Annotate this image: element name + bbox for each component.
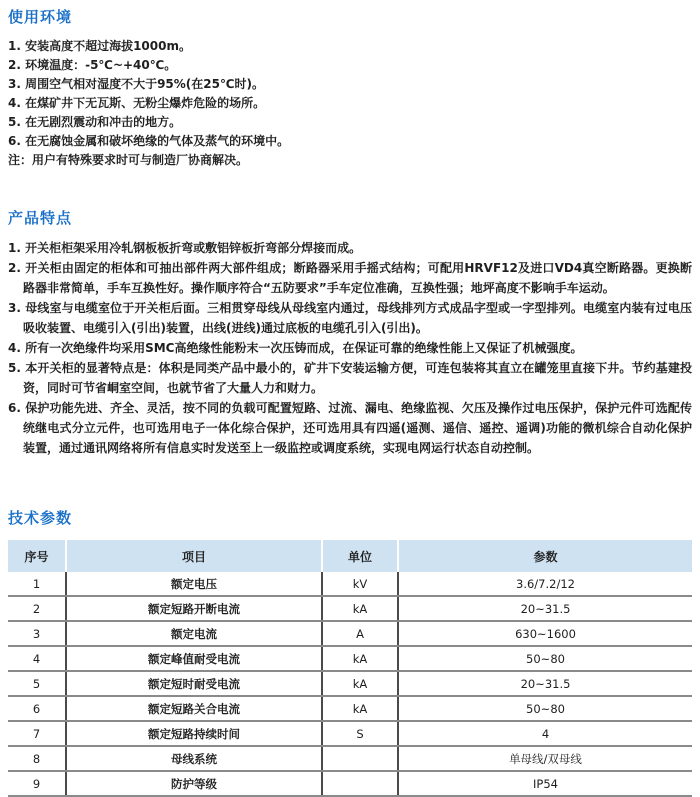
- cell-item-name: 母线系统: [66, 746, 322, 771]
- cell-parameter-value: 20~31.5: [398, 596, 692, 621]
- usage-list-item: 2. 环境温度：-5℃~+40℃。: [8, 58, 177, 72]
- cell-parameter-value: 630~1600: [398, 621, 692, 646]
- cell-unit: kA: [322, 696, 398, 721]
- cell-item-name: 额定电流: [66, 621, 322, 646]
- cell-item-name: 额定短路关合电流: [66, 696, 322, 721]
- table-row: [8, 671, 692, 696]
- table-header-cell: 序号: [8, 540, 66, 572]
- cell-parameter-value: IP54: [398, 771, 692, 796]
- cell-parameter-value: 50~80: [398, 646, 692, 671]
- cell-unit: A: [322, 621, 398, 646]
- usage-list-item: 注：用户有特殊要求时可与制造厂协商解决。: [8, 153, 249, 167]
- technical-parameters-table: [8, 540, 692, 797]
- cell-item-name: 额定短时耐受电流: [66, 671, 322, 696]
- cell-unit: kA: [322, 646, 398, 671]
- cell-sequence-number: 6: [8, 696, 66, 721]
- table-row: [8, 572, 692, 596]
- table-header-row: [8, 540, 692, 572]
- feature-list-item: 3. 母线室与电缆室位于开关柜后面。三相贯穿母线从母线室内通过，母线排列方式成品字型或一字型排列。电缆室内装有过电压吸收装置、电缆引入(引出)装置，出线(进线)通过底板的电缆孔引入(引出)。: [8, 301, 692, 335]
- usage-environment-list: [8, 37, 692, 170]
- cell-item-name: 额定短路持续时间: [66, 721, 322, 746]
- table-header-cell: 项目: [66, 540, 322, 572]
- feature-list-item: 6. 保护功能先进、齐全、灵活，按不同的负载可配置短路、过流、漏电、绝缘监视、欠压及操作过电压保护，保护元件可选配传统继电式分立元件，也可选用电子一体化综合保护，还可选用具有四遥(遥测、遥信、遥控、遥调)功能的微机综合自动化保护装置，通过通讯网络将所有信息实时发送至上一级监控或调度系统，实现电网运行状态自动控制。: [8, 401, 692, 455]
- cell-unit: kA: [322, 596, 398, 621]
- table-row: [8, 696, 692, 721]
- cell-item-name: 防护等级: [66, 771, 322, 796]
- feature-list-item: 2. 开关柜由固定的柜体和可抽出部件两大部件组成；断路器采用手摇式结构；可配用HRVF12及进口VD4真空断路器。更换断路器非常简单，手车互换性好。操作顺序符合“五防要求”手车定位准确，互换性强；地坪高度不影响手车运动。: [8, 261, 692, 295]
- usage-list-item: 3. 周围空气相对湿度不大于95%(在25℃时)。: [8, 77, 265, 91]
- cell-parameter-value: 4: [398, 721, 692, 746]
- cell-parameter-value: 3.6/7.2/12: [398, 572, 692, 596]
- cell-sequence-number: 5: [8, 671, 66, 696]
- table-body: [8, 572, 692, 796]
- cell-unit: [322, 771, 398, 796]
- cell-sequence-number: 4: [8, 646, 66, 671]
- table-row: [8, 746, 692, 771]
- cell-sequence-number: 7: [8, 721, 66, 746]
- cell-unit: kV: [322, 572, 398, 596]
- cell-parameter-value: 单母线/双母线: [398, 746, 692, 771]
- table-header-cell: 参数: [398, 540, 692, 572]
- product-features-list: [8, 238, 692, 458]
- cell-item-name: 额定峰值耐受电流: [66, 646, 322, 671]
- cell-parameter-value: 20~31.5: [398, 671, 692, 696]
- section-title-technical-parameters: 技术参数: [8, 509, 73, 527]
- table-row: [8, 771, 692, 796]
- table-row: [8, 646, 692, 671]
- section-title-usage-environment: 使用环境: [8, 8, 73, 26]
- table-row: [8, 596, 692, 621]
- cell-sequence-number: 1: [8, 572, 66, 596]
- feature-list-item: 4. 所有一次绝缘件均采用SMC高绝缘性能粉末一次压铸而成，在保证可靠的绝缘性能上又保证了机械强度。: [8, 341, 583, 355]
- usage-list-item: 5. 在无剧烈震动和冲击的地方。: [8, 115, 182, 129]
- cell-sequence-number: 9: [8, 771, 66, 796]
- usage-list-item: 4. 在煤矿井下无瓦斯、无粉尘爆炸危险的场所。: [8, 96, 266, 110]
- cell-parameter-value: 50~80: [398, 696, 692, 721]
- cell-sequence-number: 3: [8, 621, 66, 646]
- section-title-product-features: 产品特点: [8, 209, 73, 227]
- cell-item-name: 额定电压: [66, 572, 322, 596]
- feature-list-item: 1. 开关柜柜架采用冷轧钢板板折弯或敷铝锌板折弯部分焊接而成。: [8, 241, 362, 255]
- cell-sequence-number: 2: [8, 596, 66, 621]
- table-row: [8, 721, 692, 746]
- cell-unit: S: [322, 721, 398, 746]
- table-header-cell: 单位: [322, 540, 398, 572]
- usage-list-item: 6. 在无腐蚀金属和破坏绝缘的气体及蒸气的环境中。: [8, 134, 290, 148]
- usage-list-item: 1. 安装高度不超过海拔1000m。: [8, 39, 191, 53]
- feature-list-item: 5. 本开关柜的显著特点是：体积是同类产品中最小的，矿井下安装运输方便，可连包装将其直立在罐笼里直接下井。节约基建投资，同时可节省峒室空间，也就节省了大量人力和财力。: [8, 361, 692, 395]
- table-row: [8, 621, 692, 646]
- cell-sequence-number: 8: [8, 746, 66, 771]
- cell-unit: kA: [322, 671, 398, 696]
- cell-unit: [322, 746, 398, 771]
- cell-item-name: 额定短路开断电流: [66, 596, 322, 621]
